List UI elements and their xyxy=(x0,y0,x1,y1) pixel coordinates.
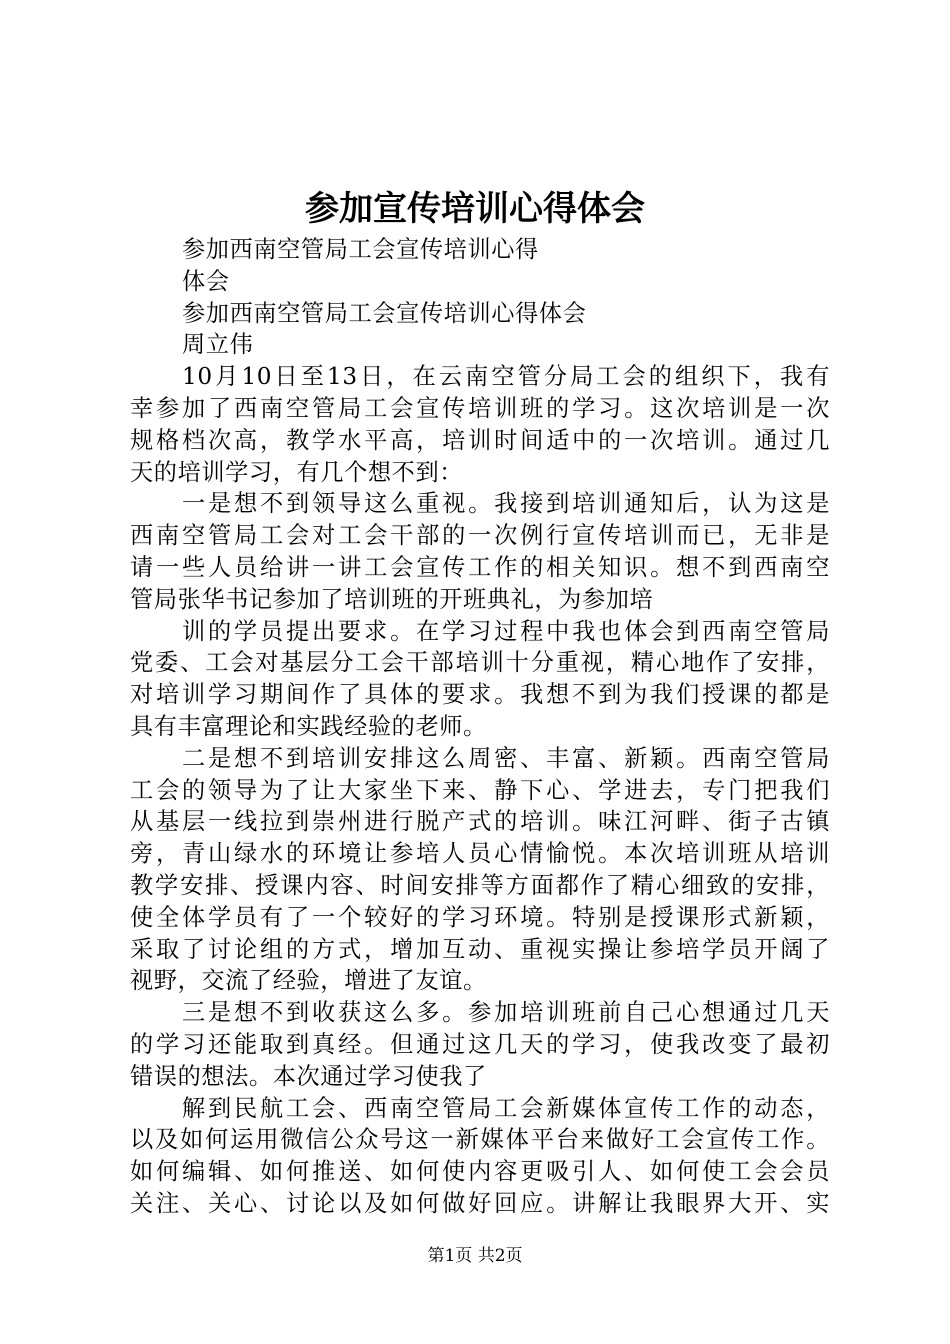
body-text-line: 西南空管局工会对工会干部的一次例行宣传培训而已，无非是 xyxy=(130,522,830,550)
document-body xyxy=(130,234,830,1220)
body-text-line: 管局张华书记参加了培训班的开班典礼，为参加培 xyxy=(130,585,654,613)
body-text-line: 一是想不到领导这么重视。我接到培训通知后，认为这是 xyxy=(182,490,830,518)
body-text-line: 训的学员提出要求。在学习过程中我也体会到西南空管局 xyxy=(182,617,830,645)
body-text-line: 党委、工会对基层分工会干部培训十分重视，精心地作了安排， xyxy=(130,649,830,677)
body-text-line: 体会 xyxy=(182,267,230,295)
body-text-line: 幸参加了西南空管局工会宣传培训班的学习。这次培训是一次 xyxy=(130,394,830,422)
body-text-line: 工会的领导为了让大家坐下来、静下心、学进去，专门把我们 xyxy=(130,776,830,804)
body-text-line: 错误的想法。本次通过学习使我了 xyxy=(130,1062,487,1090)
body-text-line: 天的培训学习，有几个想不到： xyxy=(130,458,464,486)
body-text-line: 规格档次高，教学水平高，培训时间适中的一次培训。通过几 xyxy=(130,426,830,454)
body-text-line: 解到民航工会、西南空管局工会新媒体宣传工作的动态， xyxy=(182,1094,830,1122)
body-text-line: 对培训学习期间作了具体的要求。我想不到为我们授课的都是 xyxy=(130,681,830,709)
body-text-line: 请一些人员给讲一讲工会宣传工作的相关知识。想不到西南空 xyxy=(130,553,830,581)
body-text-line: 从基层一线拉到崇州进行脱产式的培训。味江河畔、街子古镇 xyxy=(130,808,830,836)
body-text-line: 具有丰富理论和实践经验的老师。 xyxy=(130,712,487,740)
body-text-line: 以及如何运用微信公众号这一新媒体平台来做好工会宣传工作。 xyxy=(130,1126,830,1154)
body-text-line: 使全体学员有了一个较好的学习环境。特别是授课形式新颖， xyxy=(130,903,830,931)
body-text-line: 参加西南空管局工会宣传培训心得 xyxy=(182,236,539,263)
body-text-line: 周立伟 xyxy=(182,331,254,359)
body-text-line: 三是想不到收获这么多。参加培训班前自己心想通过几天 xyxy=(182,999,830,1027)
body-text-line: 关注、关心、讨论以及如何做好回应。讲解让我眼界大开、实 xyxy=(130,1189,830,1217)
body-text-line: 旁，青山绿水的环境让参培人员心情愉悦。本次培训班从培训 xyxy=(130,840,830,868)
document-title: 参加宣传培训心得体会 xyxy=(305,189,645,229)
body-text-line: 二是想不到培训安排这么周密、丰富、新颖。西南空管局 xyxy=(182,744,830,772)
body-text-line: 的学习还能取到真经。但通过这几天的学习，使我改变了最初 xyxy=(130,1030,830,1058)
page-footer: 第1页 共2页 xyxy=(427,1246,523,1266)
body-text-line: 10月10日至13日，在云南空管分局工会的组织下，我有 xyxy=(182,363,830,391)
body-text-line: 如何编辑、如何推送、如何使内容更吸引人、如何使工会会员 xyxy=(130,1158,830,1186)
body-text-line: 视野，交流了经验，增进了友谊。 xyxy=(130,967,487,995)
body-text-line: 教学安排、授课内容、时间安排等方面都作了精心细致的安排， xyxy=(130,871,830,899)
body-text-line: 参加西南空管局工会宣传培训心得体会 xyxy=(182,299,587,327)
body-text-line: 采取了讨论组的方式，增加互动、重视实操让参培学员开阔了 xyxy=(130,935,830,963)
